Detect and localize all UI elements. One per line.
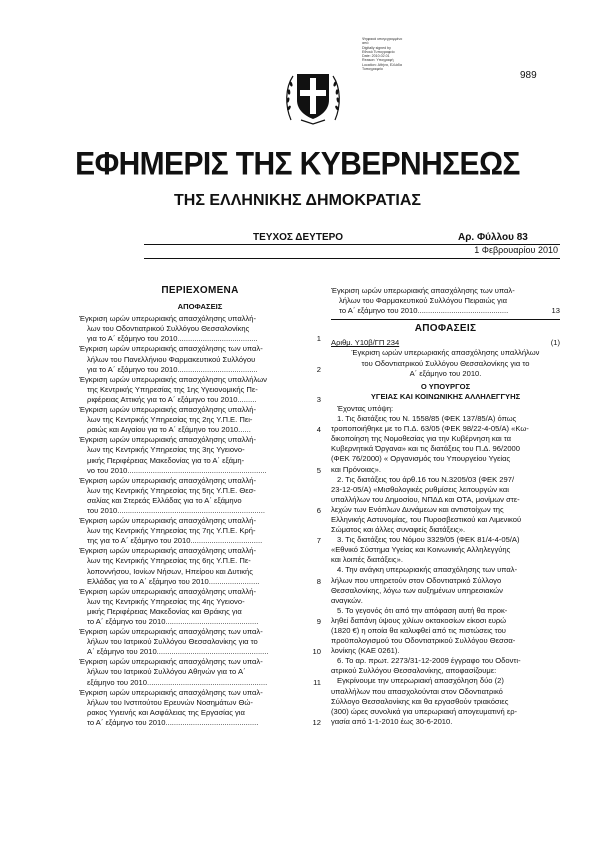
contents-entry-line: εξάμηνο του 2010.........................................................	[87, 677, 268, 687]
contents-entry-line: μικής Περιφέρειας Μακεδονίας για το Α΄ εξάμη-	[87, 455, 245, 465]
contents-entry-line: Έγκριση ωρών υπερωριακής απασχόλησης υπαλλή-	[79, 314, 257, 324]
contents-entry-page: 2	[316, 364, 321, 374]
contents-entry-line: λων της Κεντρικής Υπηρεσίας της 3ης Υγειονο-	[87, 445, 245, 455]
decisions-heading: ΑΠΟΦΑΣΕΙΣ	[414, 323, 477, 335]
decision-body-line: «Εθνικό Σύστημα Υγείας και Κοινωνικής Αλληλεγγύης	[331, 545, 511, 555]
contents-entry-line: λων της Κεντρικής Υπηρεσίας της 7ης Υ.Π.Ε. Κρή-	[87, 526, 256, 536]
contents-entry[interactable]	[79, 627, 321, 657]
contents-entry[interactable]	[79, 516, 321, 546]
gazette-title: ΕΦΗΜΕΡΙΣ ΤΗΣ ΚΥΒΕΡΝΗΣΕΩΣ	[75, 146, 520, 183]
contents-entry-line: της για το Α΄ εξάμηνο του 2010..................................	[87, 536, 263, 546]
contents-entry-line: ρακος Υγιεινής και Ασφάλειας της Εργασίας για	[87, 707, 245, 717]
contents-entry[interactable]	[331, 286, 560, 316]
issue-number: Αρ. Φύλλου 83	[458, 232, 528, 243]
decision-body-line: υπαλλήλων του Δημοσίου, ΝΠΔΔ και ΟΤΑ, μονίμων στε-	[331, 494, 520, 504]
decision-body-line: 2. Τις διατάξεις του άρθ.16 του Ν.3205/03 (ΦΕΚ 297/	[337, 474, 515, 484]
page-number: 989	[520, 70, 537, 81]
stamp-line: Reason: Υπογραφή	[362, 58, 394, 63]
stamp-line: Location: Αθήνα, Ελλάδα	[362, 62, 402, 67]
contents-entry[interactable]	[79, 405, 321, 435]
contents-entry-line: Έγκριση ωρών υπερωριακής απασχόλησης των υπαλ-	[79, 687, 263, 697]
contents-entry-line: λων της Κεντρικής Υπηρεσίας της 5ης Υ.Π.Ε. Θεσ-	[87, 485, 256, 495]
contents-entry-line: Έγκριση ωρών υπερωριακής απασχόλησης των υπαλ-	[331, 286, 515, 295]
contents-entry-line: ριφέρειας Αττικής για το Α΄ εξάμηνο του 2010.........	[87, 394, 257, 404]
header-divider-bottom	[144, 258, 560, 259]
contents-entry[interactable]	[79, 546, 321, 586]
contents-entry-line: Έγκριση ωρών υπερωριακής απασχόλησης υπαλλή-	[79, 586, 257, 596]
decision-column	[331, 286, 560, 727]
contents-entry-line: Έγκριση ωρών υπερωριακής απασχόλησης υπαλλή-	[79, 405, 257, 415]
decision-body-line: 23-12-05/Α) «Μισθολογικές ρυθμίσεις λειτουργών και	[331, 484, 509, 494]
contents-entry-line: Έγκριση ωρών υπερωριακής απασχόλησης υπαλλή-	[79, 516, 257, 526]
contents-entry-line: του 2010......................................................................	[87, 505, 265, 515]
decision-title-line: Έγκριση ωρών υπερωριακής απασχόλησης υπαλλήλων	[351, 348, 540, 358]
decision-body-line: Σώματος και άλλες συναφείς διατάξεις».	[331, 525, 466, 535]
contents-entry-line: λων της Κεντρικής Υπηρεσίας της 6ης Υ.Π.Ε. Πε-	[87, 556, 251, 566]
contents-entry[interactable]	[79, 375, 321, 405]
decision-body-line: Έχοντας υπόψη:	[337, 403, 394, 413]
stamp-line: από	[362, 41, 369, 46]
contents-entry[interactable]	[79, 344, 321, 374]
contents-entry-page: 9	[316, 617, 321, 626]
minister-title: Ο ΥΠΟΥΡΓΟΣ	[420, 381, 471, 391]
contents-entry-page: 10	[312, 647, 321, 657]
decision-body-line: προϋπολογισμού του Οδοντιατρικού Συλλόγου Θεσσα-	[331, 636, 516, 646]
contents-list	[79, 314, 321, 728]
contents-entry-page: 6	[316, 505, 321, 515]
contents-entry-page: 7	[316, 536, 321, 546]
decision-body-line: ατρικού Συλλόγου Θεσσαλονίκης, αποφασίζουμε:	[331, 666, 497, 676]
decision-body-line: 6. Το αρ. πρωτ. 2273/31-12-2009 έγγραφο του Οδοντι-	[337, 656, 521, 666]
contents-column	[79, 286, 321, 728]
decision-body-line: Θεσσαλονίκης, λόγω των αυξημένων υπηρεσιακών	[331, 585, 503, 595]
contents-entry[interactable]	[79, 657, 321, 687]
decision-body-line: 5. Το γεγονός ότι από την απόφαση αυτή θα προκ-	[337, 605, 508, 615]
gazette-subtitle: ΤΗΣ ΕΛΛΗΝΙΚΗΣ ΔΗΜΟΚΡΑΤΙΑΣ	[174, 192, 421, 209]
decision-title	[331, 348, 560, 378]
contents-entry-page: 3	[316, 394, 321, 404]
decision-body-line: αναγκών.	[331, 595, 363, 605]
decision-body-line: 4. Την ανάγκη υπερωριακής απασχόλησης των υπαλ-	[337, 565, 518, 575]
decision-body	[331, 404, 560, 727]
contents-entry-page: 5	[316, 465, 321, 475]
contents-entry[interactable]	[79, 688, 321, 728]
contents-entry-page: 13	[551, 306, 560, 316]
decision-body-line: 3. Τις διατάξεις του Νόμου 3329/05 (ΦΕΚ 81/4-4-05/Α)	[337, 535, 520, 545]
decision-body-line: λονίκης (ΚΑΕ 0261).	[331, 646, 400, 656]
stamp-line: Τυπογραφείο	[362, 67, 383, 72]
contents-entry-line: Έγκριση ωρών υπερωριακής απασχόλησης των υπαλ-	[79, 657, 263, 667]
issue-date: 1 Φεβρουαρίου 2010	[474, 245, 558, 255]
stamp-line: Date: 2010.02.01	[362, 54, 390, 59]
contents-entry-line: λήλων του Ινστιτούτου Ερευνών Νοσημάτων Θώ-	[87, 697, 253, 707]
contents-end-rule	[331, 319, 560, 320]
contents-entry-page: 11	[313, 677, 321, 687]
decision-title-line: του Οδοντιατρικού Συλλόγου Θεσσαλονίκης για το	[361, 358, 530, 368]
contents-entry[interactable]	[79, 435, 321, 475]
decision-body-line: 1. Τις διατάξεις του Ν. 1558/85 (ΦΕΚ 137/85/Α) όπως	[337, 414, 517, 424]
decision-body-line: (300) ώρες συνολικά για υπερωριακή απογευματινή ερ-	[331, 706, 518, 716]
decision-body-line: Ελληνικής Αστυνομίας, του Πυροσβεστικού και Λιμενικού	[331, 514, 522, 524]
issue-series: ΤΕΥΧΟΣ ΔΕΥΤΕΡΟ	[253, 232, 344, 243]
decision-ref-row	[331, 338, 560, 348]
contents-entry-line: Έγκριση ωρών υπερωριακής απασχόλησης υπαλλήλων	[79, 374, 267, 384]
decision-reference: Αριθμ. Υ10β/ΓΠ 234	[331, 338, 400, 348]
decision-body-line: Κυβερνητικά Όργανα» και τις διατάξεις του Π.Δ. 96/2000	[331, 444, 520, 454]
contents-entry-line: το Α΄ εξάμηνο του 2010............................................	[87, 617, 259, 626]
contents-entry-line: Έγκριση ωρών υπερωριακής απασχόλησης υπαλλή-	[79, 435, 257, 445]
contents-entry-line: για το Α΄ εξάμηνο του 2010......................................	[87, 364, 258, 374]
decision-number: (1)	[550, 338, 560, 348]
decision-body-line: γασία από 1-1-2010 έως 30-6-2010.	[331, 716, 453, 726]
digital-signature-stamp	[362, 37, 444, 71]
contents-entry-line: λήλων του Ιατρικού Συλλόγου Αθηνών για το Α΄	[87, 667, 246, 677]
ministry-name: ΥΓΕΙΑΣ ΚΑΙ ΚΟΙΝΩΝΙΚΗΣ ΑΛΛΗΛΕΓΓΥΗΣ	[370, 391, 521, 401]
contents-entry-line: Έγκριση ωρών υπερωριακής απασχόλησης των υπαλ-	[79, 627, 263, 637]
contents-entry[interactable]	[79, 476, 321, 516]
decision-body-line: Σύλλογο Θεσσαλονίκης και θα εργασθούν τριακόσιες	[331, 696, 509, 706]
decision-body-line: και λοιπές διατάξεις».	[331, 555, 403, 565]
contents-entry-line: της Κεντρικής Υπηρεσίας της 1ης Υγειονομικής Πε-	[87, 384, 258, 394]
decision-body-line: ληθεί δαπάνη ύψους χιλίων οκτακοσίων είκοσι ευρώ	[331, 615, 507, 625]
contents-entry-line: λων του Οδοντιατρικού Συλλόγου Θεσσαλονίκης	[87, 324, 250, 334]
contents-entry-line: το Α΄ εξάμηνο του 2010............................................	[87, 717, 259, 727]
contents-entry-line: για το Α΄ εξάμηνο του 2010......................................	[87, 334, 258, 344]
contents-heading: ΠΕΡΙΕΧΟΜΕΝΑ	[161, 285, 239, 296]
contents-entry[interactable]	[79, 314, 321, 344]
decision-body-line: δικοποίηση της Νομοθεσίας για την Κυβέρνηση και τα	[331, 434, 512, 444]
contents-entry-line: λοποννήσου, Ιονίων Νήσων, Ηπείρου και Δυτικής	[87, 566, 253, 576]
decision-body-line: Εγκρίνουμε την υπερωριακή απασχόληση δύο (2)	[337, 676, 504, 686]
contents-entry-page: 12	[312, 717, 321, 727]
contents-entry-line: λων της Κεντρικής Υπηρεσίας της 2ης Υ.Π.Ε. Πει-	[87, 415, 253, 425]
contents-entry-line: λων της Κεντρικής Υπηρεσίας της 4ης Υγειονο-	[87, 596, 245, 606]
contents-entry-page: 4	[316, 425, 321, 435]
contents-entry-page: 1	[316, 334, 321, 344]
decision-body-line: και Πρόνοιας».	[331, 464, 382, 474]
contents-entry-line: λήλων του Φαρμακευτικού Συλλόγου Πειραιώς για	[339, 296, 508, 306]
contents-entry-line: το Α΄ εξάμηνο του 2010...........................................	[339, 306, 509, 316]
contents-entry-line: νο του 2010..................................................................	[87, 465, 267, 475]
greek-coat-of-arms-emblem	[283, 62, 343, 127]
contents-entry-line: Ελλάδας για το Α΄ εξάμηνο του 2010........................	[87, 576, 260, 586]
contents-entry-line: Έγκριση ωρών υπερωριακής απασχόλησης υπαλλή-	[79, 475, 257, 485]
contents-entry-line: μικής Περιφέρειας Μακεδονίας και Θράκης για	[87, 606, 242, 616]
contents-entry-page: 8	[316, 576, 321, 586]
contents-entry-line: ραιώς και Αιγαίου για το Α΄ εξάμηνο του 2010......	[87, 425, 251, 435]
stamp-line: Εθνικό Τυπογραφείο	[362, 49, 395, 54]
decision-body-line: υπαλλήλων που απασχολούνται στον Οδοντιατρικό	[331, 686, 503, 696]
stamp-line: Ψηφιακά υπογεγραμμένο	[362, 37, 403, 41]
contents-entry[interactable]	[79, 587, 321, 627]
decision-body-line: λεχών των Ενόπλων Δυνάμεων και αντιστοίχων της	[331, 504, 504, 514]
contents-entry-line: λήλων του Ιατρικού Συλλόγου Θεσσαλονίκης για το	[87, 637, 258, 647]
contents-subheading: ΑΠΟΦΑΣΕΙΣ	[177, 302, 223, 312]
contents-entry-line: Α΄ εξάμηνο του 2010.....................................................	[87, 647, 269, 657]
decision-title-line: Α΄ εξάμηνο του 2010.	[409, 368, 482, 378]
decision-body-line: λήλων που υπηρετούν στον Οδοντιατρικό Σύλλογο	[331, 575, 502, 585]
decision-body-line: (1820 €) η οποία θα καλυφθεί από τις πιστώσεις του	[331, 626, 506, 635]
decision-body-line: τροποποιήθηκε με το Π.Δ. 63/05 (ΦΕΚ 98/22-4-05/Α) «Κω-	[331, 424, 529, 434]
contents-entry-line: Έγκριση ωρών υπερωριακής απασχόλησης των υπαλ-	[79, 344, 263, 354]
contents-entry-line: σαλίας και Στερεάς Ελλάδας για το Α΄ εξάμηνο	[87, 495, 242, 505]
contents-entry-line: Έγκριση ωρών υπερωριακής απασχόλησης υπαλλή-	[79, 546, 257, 556]
stamp-line: Digitally signed by	[362, 45, 391, 50]
decision-body-line: (ΦΕΚ 76/2000) « Οργανισμός του Υπουργείου Υγείας	[331, 454, 511, 464]
contents-entry-line: λήλων του Πανελλήνιου Φαρμακευτικού Συλλόγου	[87, 354, 256, 364]
